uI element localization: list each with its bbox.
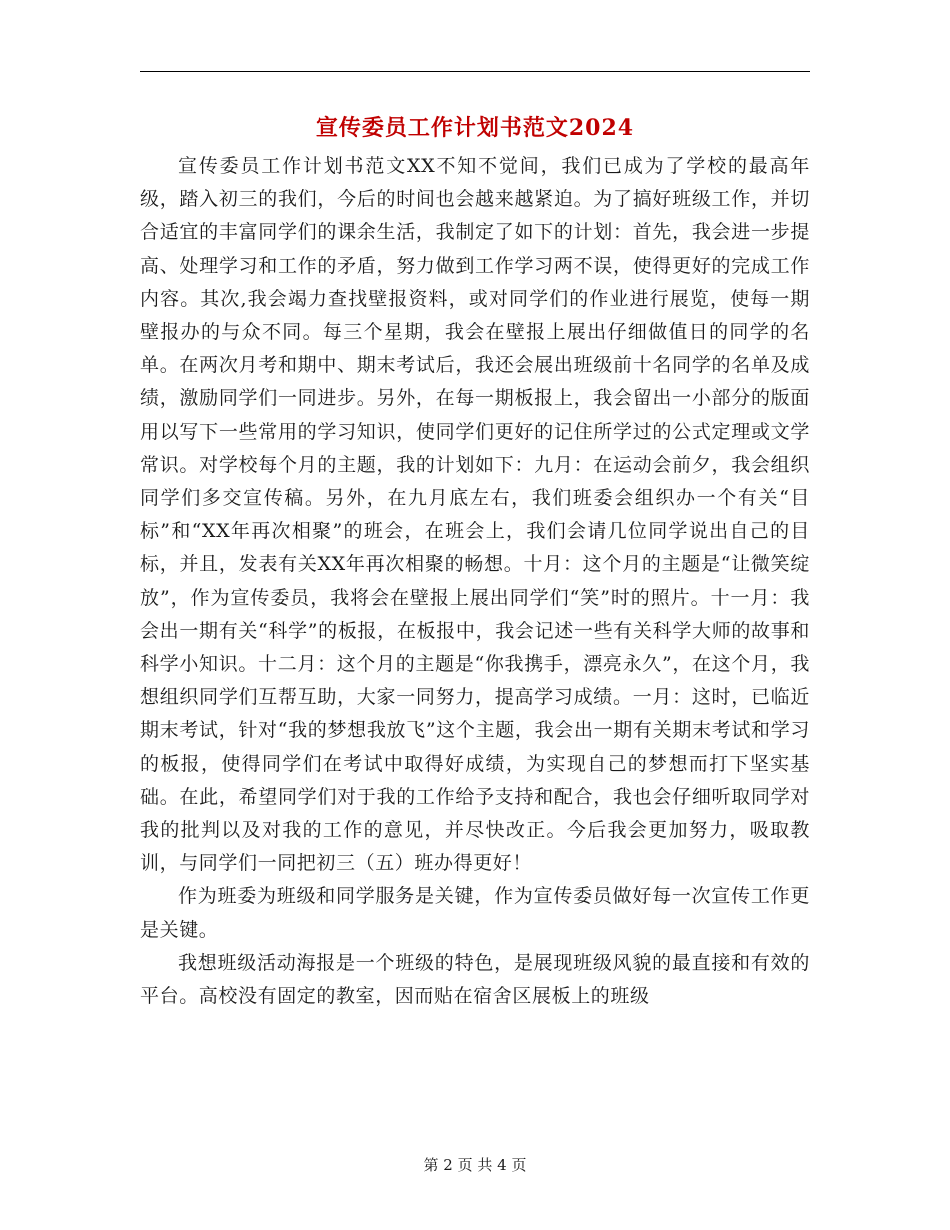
document-body: [140, 150, 810, 1013]
body-paragraph-1: 宣传委员工作计划书范文XX不知不觉间，我们已成为了学校的最高年级，踏入初三的我们，今后的时间也会越来越紧迫。为了搞好班级工作，并切合适宜的丰富同学们的课余生活，我制定了如下的计划：首先，我会进一步提高、处理学习和工作的矛盾，努力做到工作学习两不误，使得更好的完成工作内容。其次,我会竭力查找壁报资料，或对同学们的作业进行展览，使每一期壁报办的与众不同。每三个星期，我会在壁报上展出仔细做值日的同学的名单。在两次月考和期中、期末考试后，我还会展出班级前十名同学的名单及成绩，激励同学们一同进步。另外，在每一期板报上，我会留出一小部分的版面用以写下一些常用的学习知识，使同学们更好的记住所学过的公式定理或文学常识。对学校每个月的主题，我的计划如下：九月：在运动会前夕，我会组织同学们多交宣传稿。另外，在九月底左右，我们班委会组织办一个有关“目标”和“XX年再次相聚”的班会，在班会上，我们会请几位同学说出自己的目标，并且，发表有关XX年再次相聚的畅想。十月：这个月的主题是“让微笑绽放”，作为宣传委员，我将会在壁报上展出同学们“笑”时的照片。十一月：我会出一期有关“科学”的板报，在板报中，我会记述一些有关科学大师的故事和科学小知识。十二月：这个月的主题是“你我携手，漂亮永久”，在这个月，我想组织同学们互帮互助，大家一同努力，提高学习成绩。一月：这时，已临近期末考试，针对“我的梦想我放飞”这个主题，我会出一期有关期末考试和学习的板报，使得同学们在考试中取得好成绩，为实现自己的梦想而打下坚实基础。在此，希望同学们对于我的工作给予支持和配合，我也会仔细听取同学对我的批判以及对我的工作的意见，并尽快改正。今后我会更加努力，吸取教训，与同学们一同把初三（五）班办得更好！: [140, 155, 810, 875]
body-paragraph-3: 我想班级活动海报是一个班级的特色，是展现班级风貌的最直接和有效的平台。高校没有固定的教室，因而贴在宿舍区展板上的班级: [140, 951, 810, 1008]
document-title: 宣传委员工作计划书范文2024: [315, 115, 635, 141]
page-number: 第 2 页 共 4 页: [423, 1156, 527, 1174]
header-rule: [140, 71, 810, 72]
body-paragraph-2: 作为班委为班级和同学服务是关键，作为宣传委员做好每一次宣传工作更是关键。: [140, 885, 810, 941]
